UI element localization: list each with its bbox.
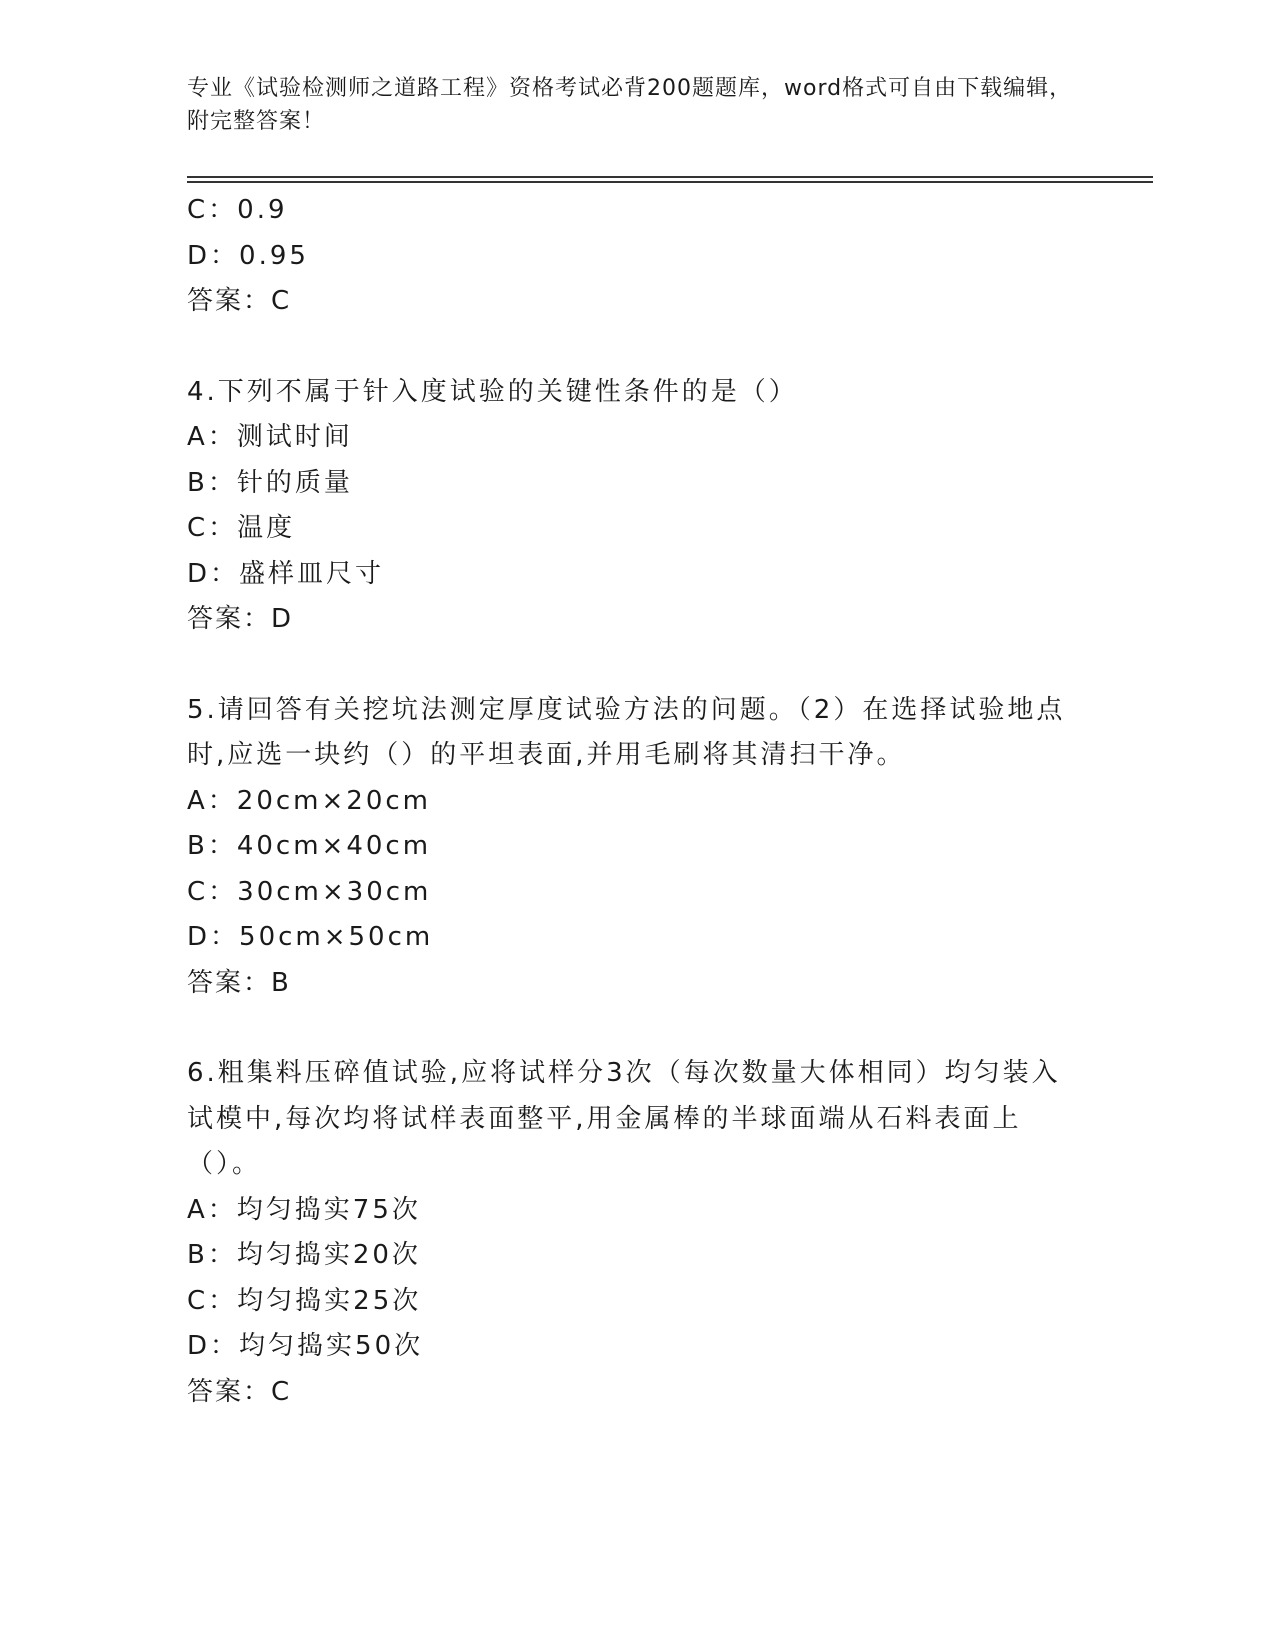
option-b: B：针的质量 [187,467,353,498]
question-6 [187,1051,1077,1415]
spacer [187,1006,1077,1051]
spacer [187,643,1077,688]
option-d: D：50cm×50cm [187,922,434,952]
spacer [187,325,1077,370]
question-text: 6.粗集料压碎值试验,应将试样分3次（每次数量大体相同）均匀装入试模中,每次均将试样表面整平,用金属棒的半球面端从石料表面上（）。 [187,1058,1061,1179]
option-c: C：0.9 [187,195,288,225]
option-b: B：40cm×40cm [187,831,432,861]
answer: 答案：B [187,967,291,998]
option-c: C：均匀捣实25次 [187,1285,422,1316]
option-a: A：均匀捣实75次 [187,1194,421,1225]
option-a: A：20cm×20cm [187,785,431,816]
partial-question [187,188,1077,325]
option-a: A：测试时间 [187,422,353,452]
answer: 答案：C [187,286,292,316]
header-divider-bottom [187,181,1153,183]
document-header [187,72,1087,138]
option-c: C：30cm×30cm [187,876,432,907]
option-d: D：盛样皿尺寸 [187,558,385,589]
header-divider-top [187,176,1153,178]
option-d: D：0.95 [187,240,309,271]
option-b: B：均匀捣实20次 [187,1240,421,1270]
question-4 [187,370,1077,643]
answer: 答案：D [187,604,294,634]
question-5 [187,688,1077,1007]
question-list [187,188,1077,1415]
option-c: C：温度 [187,513,296,543]
header-title: 专业《试验检测师之道路工程》资格考试必背200题题库，word格式可自由下载编辑，附完整答案！ [187,76,1073,134]
answer: 答案：C [187,1376,292,1407]
option-d: D：均匀捣实50次 [187,1331,424,1361]
question-text: 5.请回答有关挖坑法测定厚度试验方法的问题。（2）在选择试验地点时,应选一块约（）的平坦表面,并用毛刷将其清扫干净。 [187,694,1066,770]
question-text: 4.下列不属于针入度试验的关键性条件的是（） [187,376,798,407]
